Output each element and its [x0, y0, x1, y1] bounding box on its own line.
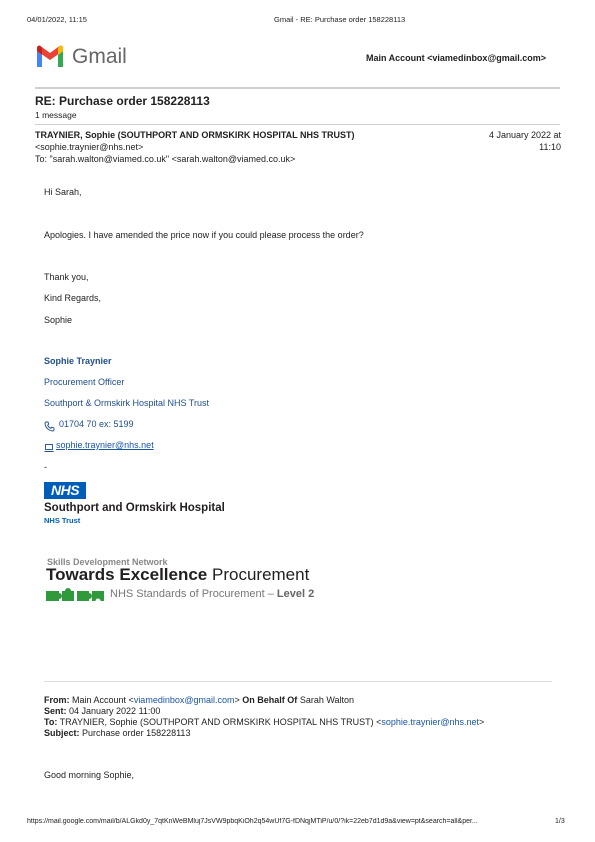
sender-email: <sophie.traynier@nhs.net>	[35, 142, 144, 152]
subject-divider	[35, 124, 560, 125]
header-divider	[35, 87, 560, 89]
gmail-wordmark: Gmail	[72, 45, 127, 68]
signature-org: Southport & Ormskirk Hospital NHS Trust	[44, 398, 210, 408]
quoted-sent-line: Sent: 04 January 2022 11:00	[44, 706, 161, 716]
signature-email-link[interactable]: sophie.traynier@nhs.net	[56, 440, 154, 450]
recipient-line: To: "sarah.walton@viamed.co.uk" <sarah.walton@viamed.co.uk>	[35, 154, 296, 164]
greeting: Hi Sarah,	[44, 187, 82, 197]
regards-line: Kind Regards,	[44, 293, 102, 303]
procurement-standard	[110, 588, 314, 600]
quoted-from-line: From: Main Account <viamedinbox@gmail.com> On Behalf Of Sarah Walton	[44, 695, 355, 705]
quoted-subject-line: Subject: Purchase order 158228113	[44, 728, 191, 738]
print-datetime: 04/01/2022, 11:15	[27, 15, 87, 24]
print-title: Gmail - RE: Purchase order 158228113	[274, 15, 406, 24]
nhs-badge-text: NHS	[50, 482, 80, 498]
phone-icon	[44, 419, 55, 430]
thanks-line: Thank you,	[44, 272, 89, 282]
quoted-to-email-link[interactable]: sophie.traynier@nhs.net	[381, 717, 480, 727]
account-label: Main Account <viamedinbox@gmail.com>	[366, 53, 546, 63]
quoted-from-email-link[interactable]: viamedinbox@gmail.com	[133, 695, 235, 705]
message-count: 1 message	[35, 110, 77, 120]
procurement-headline	[46, 565, 309, 585]
gmail-logo-icon	[35, 45, 65, 69]
signature-name: Sophie Traynier	[44, 356, 112, 366]
thread-subject: RE: Purchase order 158228113	[35, 94, 210, 108]
computer-icon	[44, 440, 54, 450]
print-footer-url: https://mail.google.com/mail/b/ALGkd0y_7qtKnWeBMluj7JsVW9pbqKiOh2q54wUf7G-fDNqjMTiP/u/0/?ik=22eb7d1d9a&view=pt&search=all&per...	[27, 818, 478, 825]
puzzle-pieces-icon	[46, 587, 104, 603]
print-page-number: 1/3	[555, 818, 565, 825]
trust-label: NHS Trust	[44, 516, 81, 525]
quoted-greeting: Good morning Sophie,	[44, 770, 135, 780]
nhs-badge	[44, 482, 86, 499]
signature-dash: -	[44, 462, 47, 472]
message-date: 4 January 2022 at	[488, 130, 561, 140]
signoff-name: Sophie	[44, 315, 73, 325]
headline-bold: Towards Excellence	[46, 565, 208, 584]
quoted-divider	[44, 681, 552, 682]
signature-phone: 01704 70 ex: 5199	[59, 419, 134, 429]
body-paragraph: Apologies. I have amended the price now if you could please process the order?	[44, 230, 364, 240]
standard-text: NHS Standards of Procurement –	[110, 588, 274, 600]
standard-level: Level 2	[276, 588, 315, 600]
network-label: Skills Development Network	[47, 557, 168, 567]
quoted-to-line: To: TRAYNIER, Sophie (SOUTHPORT AND ORMSKIRK HOSPITAL NHS TRUST) <sophie.traynier@nhs.net>	[44, 717, 485, 727]
message-time: 11:10	[539, 142, 561, 152]
signature-role: Procurement Officer	[44, 377, 125, 387]
hospital-name: Southport and Ormskirk Hospital	[44, 502, 225, 514]
sender-name: TRAYNIER, Sophie (SOUTHPORT AND ORMSKIRK HOSPITAL NHS TRUST)	[35, 130, 355, 140]
headline-light: Procurement	[212, 565, 310, 584]
